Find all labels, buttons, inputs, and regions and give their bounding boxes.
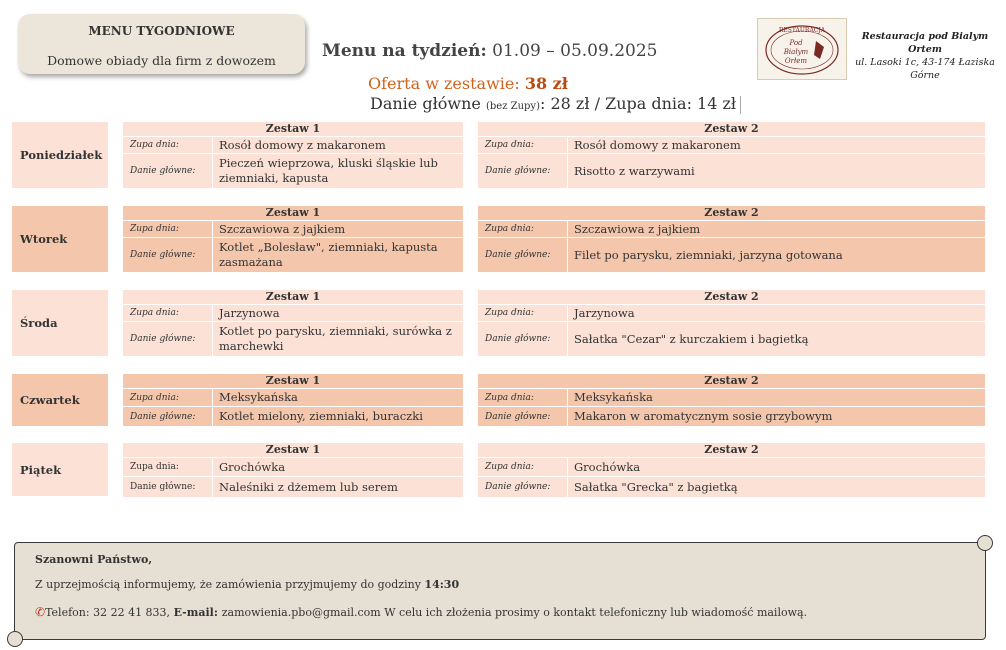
menu-title: MENU TYGODNIOWE [88, 24, 235, 38]
set-card [478, 374, 985, 426]
main-dish-value: Sałatka "Grecka" z bagietką [567, 477, 985, 497]
soup-value: Meksykańska [212, 389, 463, 406]
main-dish-value: Makaron w aromatycznym sosie grzybowym [567, 407, 985, 426]
main-dish-label: Danie główne: [485, 166, 551, 176]
set-title: Zestaw 2 [704, 374, 759, 387]
main-dish-value: Pieczeń wieprzowa, kluski śląskie lub ziemniaki, kapusta [212, 154, 463, 188]
main-dish-label: Danie główne: [130, 482, 196, 492]
email-address[interactable]: zamowienia.pbo@gmail.com [221, 606, 381, 619]
notice-line3: W celu ich złożenia prosimy o kontakt telefoniczny lub wiadomość mailową. [380, 606, 808, 619]
main-dish-label: Danie główne: [130, 334, 196, 344]
main-dish-value: Kotlet „Bolesław", ziemniaki, kapusta zasmażana [212, 238, 463, 272]
svg-text:Pod: Pod [789, 39, 803, 47]
soup-label: Zupa dnia: [485, 224, 534, 234]
set-title: Zestaw 2 [704, 443, 759, 456]
set-title: Zestaw 2 [704, 122, 759, 135]
main-price: : 28 zł / Zupa dnia: 14 zł [539, 94, 737, 113]
main-dish-label: Danie główne: [130, 411, 196, 422]
set-card [123, 206, 463, 272]
soup-label: Zupa dnia: [130, 308, 179, 318]
main-dish-value: Filet po parysku, ziemniaki, jarzyna gotowana [567, 238, 985, 272]
menu-subtitle: Domowe obiady dla firm z dowozem [47, 53, 276, 68]
phone-label: Telefon: [45, 606, 94, 619]
main-dish-value: Kotlet po parysku, ziemniaki, surówka z marchewki [212, 322, 463, 356]
main-dish-label: Danie główne: [485, 334, 551, 344]
soup-label: Zupa dnia: [130, 392, 179, 403]
menu-week-heading [322, 41, 657, 61]
main-dish-label: Danie główne: [130, 250, 196, 260]
soup-label: Zupa dnia: [130, 462, 179, 472]
main-dish-value: Sałatka "Cezar" z kurczakiem i bagietką [567, 322, 985, 356]
svg-text:Orłem: Orłem [784, 57, 808, 65]
soup-value: Rosół domowy z makaronem [567, 137, 985, 153]
set-title: Zestaw 1 [265, 290, 321, 303]
day-label: Piątek [12, 443, 108, 496]
soup-value: Rosół domowy z makaronem [212, 137, 463, 153]
text-cursor [740, 96, 741, 114]
day-label: Poniedziałek [12, 122, 108, 188]
day-label: Wtorek [12, 206, 108, 272]
main-label: Danie główne [370, 94, 486, 113]
soup-value: Grochówka [567, 458, 985, 476]
set-card [478, 443, 985, 497]
set-card [123, 443, 463, 497]
notice-order-info [35, 578, 459, 591]
set-card [123, 374, 463, 426]
notice-greeting: Szanowni Państwo, [35, 553, 153, 566]
soup-value: Szczawiowa z jajkiem [212, 221, 463, 237]
restaurant-name: Restauracja pod Bialym Ortem [861, 31, 989, 55]
soup-label: Zupa dnia: [485, 308, 534, 318]
day-label: Czwartek [12, 374, 108, 426]
soup-value: Szczawiowa z jajkiem [567, 221, 985, 237]
menu-dates: 01.09 – 05.09.2025 [486, 41, 658, 61]
main-dish-label: Danie główne: [130, 166, 196, 176]
title-box [18, 14, 305, 74]
main-note: (bez Zupy) [485, 101, 540, 112]
offer-line [368, 74, 568, 93]
set-title: Zestaw 2 [704, 290, 759, 303]
set-card [478, 290, 985, 356]
svg-text:RESTAURACJA: RESTAURACJA [778, 27, 826, 34]
soup-value: Jarzynowa [567, 305, 985, 321]
notice-scroll [14, 542, 986, 640]
main-dish-label: Danie główne: [485, 411, 551, 422]
soup-value: Grochówka [212, 458, 463, 476]
main-dish-value: Risotto z warzywami [567, 154, 985, 188]
notice-line1: Z uprzejmością informujemy, że zamówienia przyjmujemy do godziny [35, 578, 425, 591]
svg-text:Białym: Białym [783, 48, 809, 56]
set-title: Zestaw 1 [265, 374, 321, 387]
set-card [123, 122, 463, 188]
email-label: E-mail: [173, 606, 222, 619]
scroll-curl [977, 535, 993, 551]
phone-number[interactable]: 32 22 41 833, [93, 606, 174, 619]
scroll-curl [7, 631, 23, 647]
main-dish-label: Danie główne: [485, 482, 551, 492]
soup-label: Zupa dnia: [130, 224, 179, 234]
menu-week-label: Menu na tydzień: [322, 41, 487, 61]
soup-label: Zupa dnia: [485, 140, 534, 150]
soup-value: Jarzynowa [212, 305, 463, 321]
main-dish-value: Naleśniki z dżemem lub serem [212, 477, 463, 497]
soup-label: Zupa dnia: [130, 140, 179, 150]
set-title: Zestaw 1 [265, 206, 321, 219]
phone-icon: ✆ [35, 605, 46, 619]
soup-label: Zupa dnia: [485, 462, 534, 472]
main-dish-value: Kotlet mielony, ziemniaki, buraczki [212, 407, 463, 426]
set-card [478, 122, 985, 188]
soup-value: Meksykańska [567, 389, 985, 406]
set-title: Zestaw 1 [265, 443, 321, 456]
offer-price: 38 zł [524, 74, 568, 93]
main-dish-label: Danie główne: [485, 250, 551, 260]
restaurant-address: ul. Lasoki 1c, 43-174 Łaziska Górne [855, 57, 995, 81]
set-title: Zestaw 2 [704, 206, 759, 219]
prices-line [370, 94, 741, 114]
set-card [123, 290, 463, 356]
set-card [478, 206, 985, 272]
set-title: Zestaw 1 [265, 122, 321, 135]
order-deadline: 14:30 [424, 578, 460, 591]
day-label: Środa [12, 290, 108, 356]
restaurant-logo [757, 18, 847, 80]
notice-contact [35, 605, 807, 619]
offer-label: Oferta w zestawie: [368, 74, 525, 93]
restaurant-info [850, 30, 1000, 82]
soup-label: Zupa dnia: [485, 392, 534, 403]
